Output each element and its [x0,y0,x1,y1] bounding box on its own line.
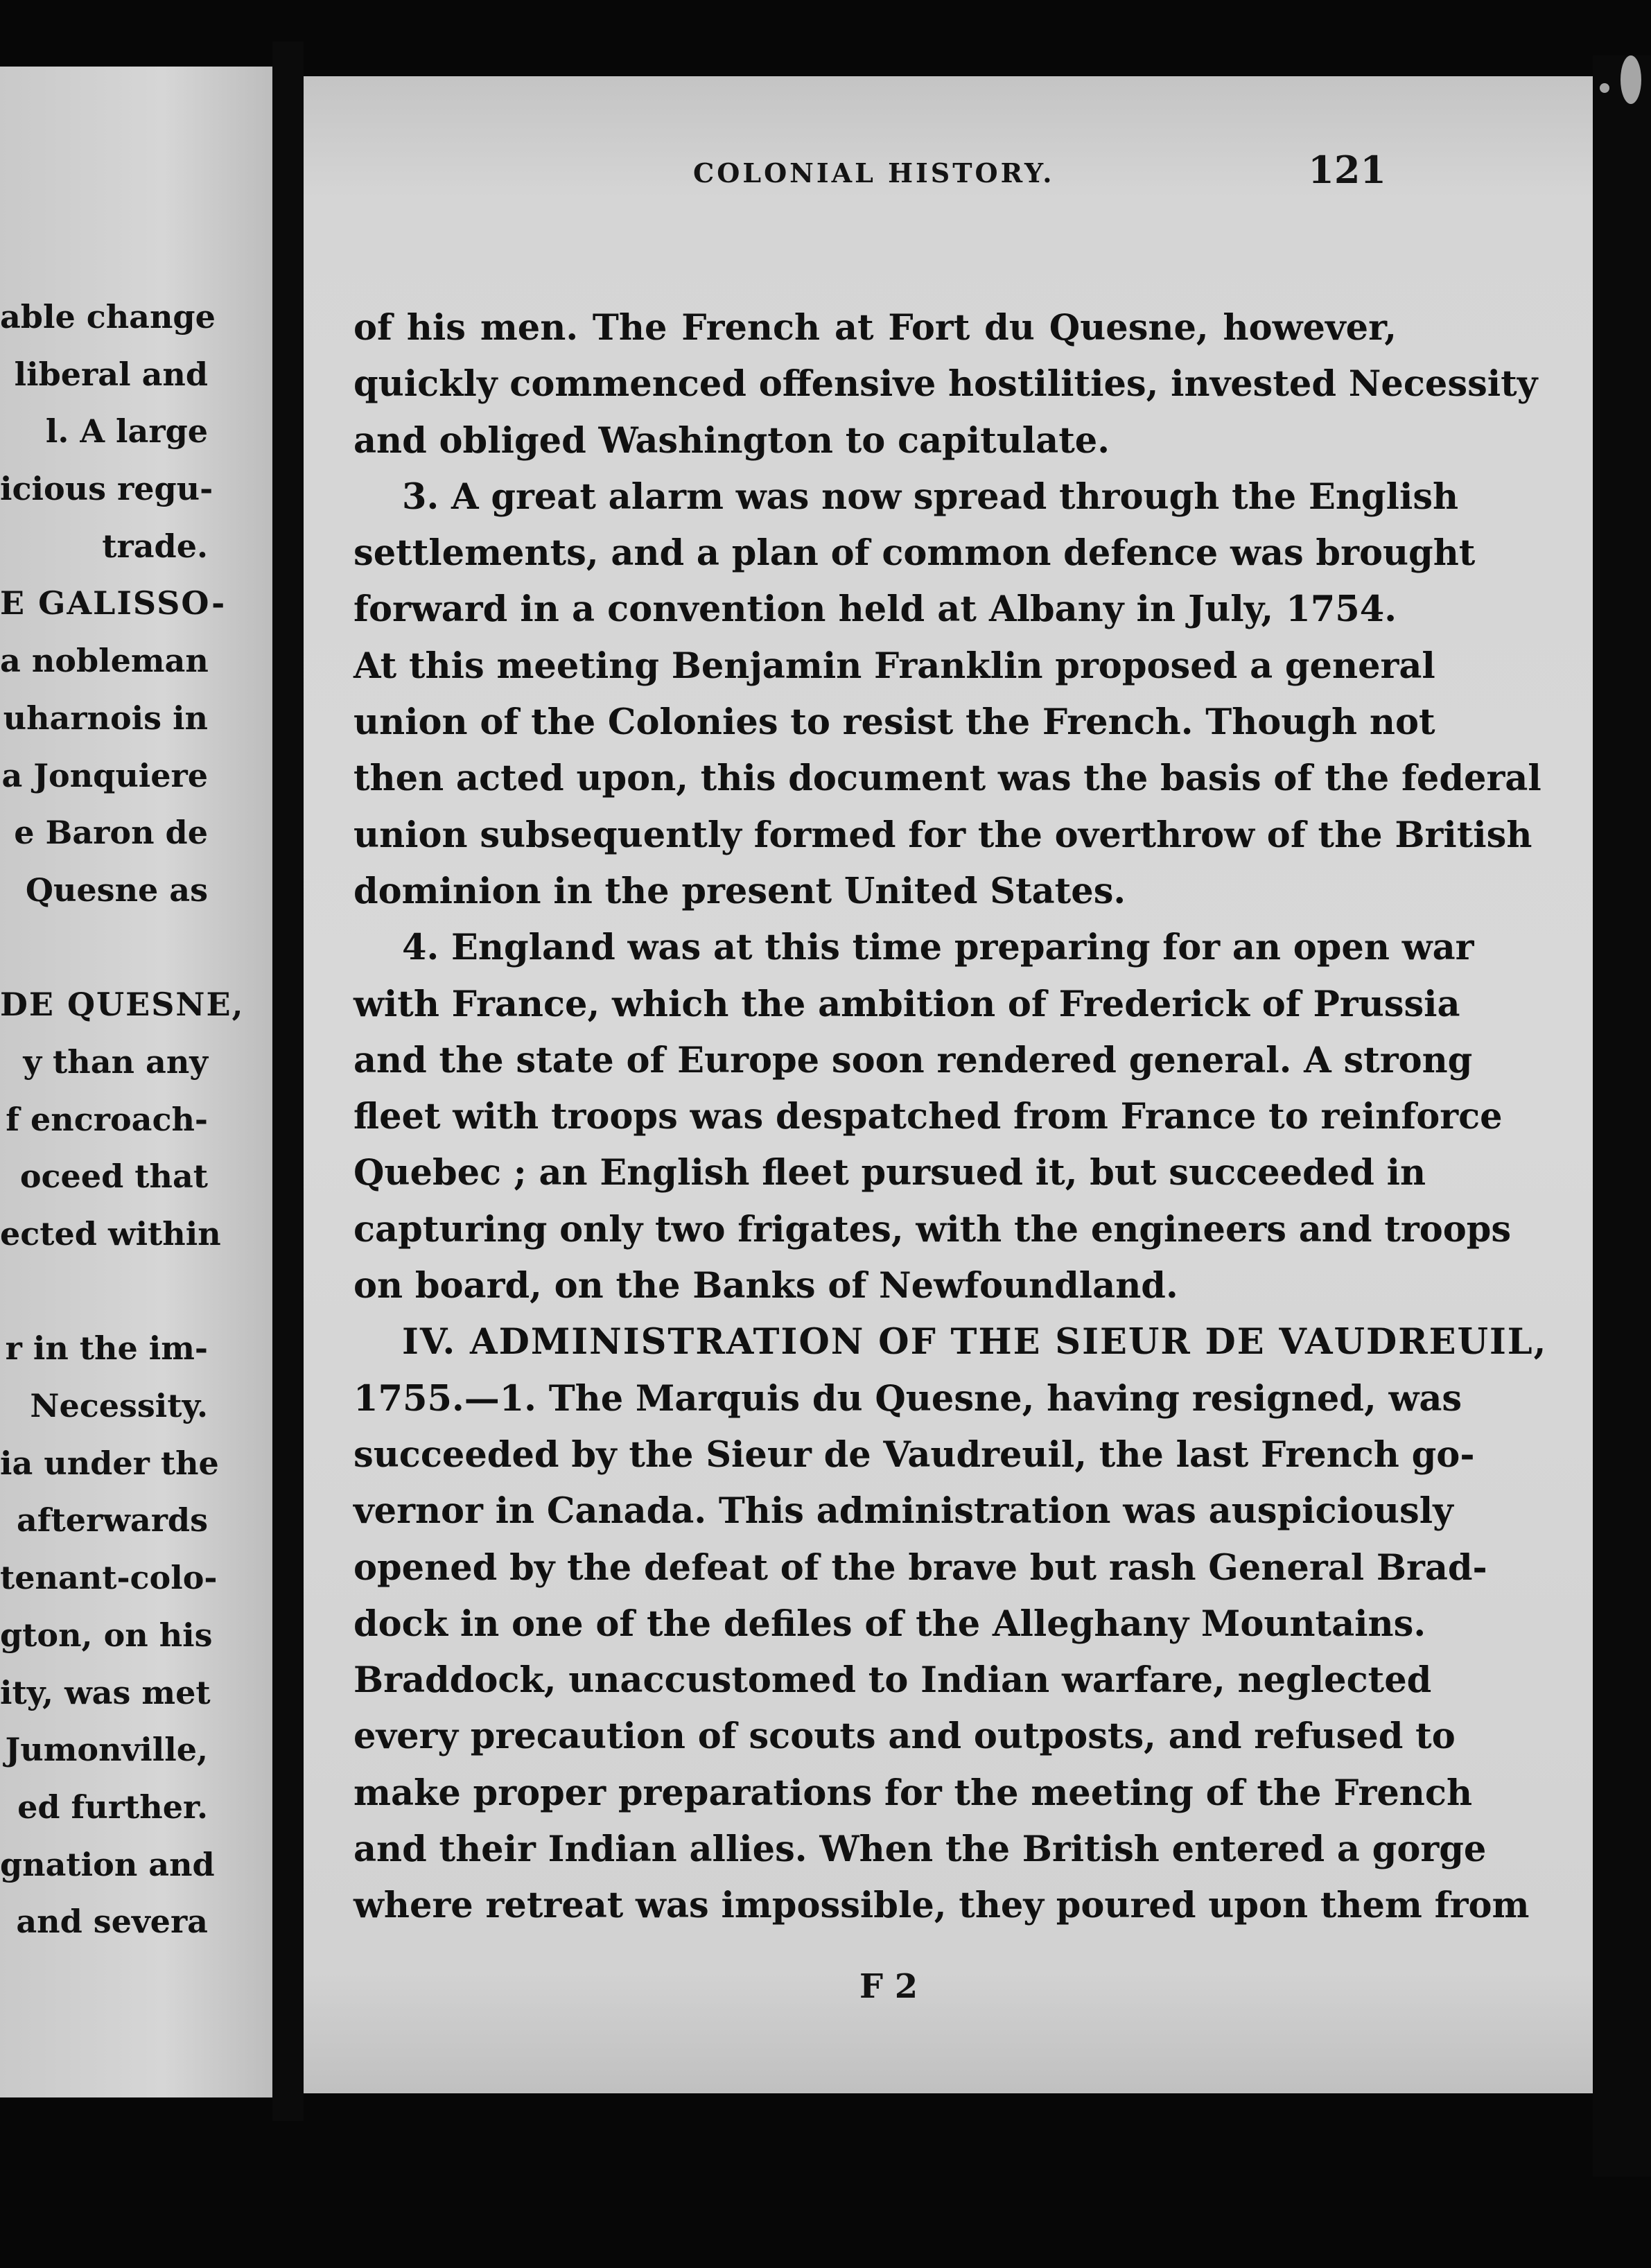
left-line: Necessity. [30,1387,208,1425]
section-heading-line: IV. ADMINISTRATION OF THE SIEUR DE VAUDREUIL, [402,1321,1548,1363]
text-line: on board, on the Banks of Newfoundland. [353,1265,1178,1307]
text-line: union of the Colonies to resist the French. Though not [353,701,1435,744]
left-page [0,67,275,2097]
page-body [353,300,1548,1935]
text-line: then acted upon, this document was the basis of the federal [353,758,1541,800]
left-line: trade. [102,527,208,565]
text-line: Quebec ; an English fleet pursued it, but succeeded in [353,1152,1426,1194]
text-line: every precaution of scouts and outposts, and refused to [353,1716,1456,1758]
left-line [0,919,208,977]
left-line: liberal and [14,355,208,393]
text-line: Braddock, unaccustomed to Indian warfare, neglected [353,1659,1432,1702]
text-line: make proper preparations for the meeting of the French [353,1772,1473,1814]
dust-speck [1621,55,1641,104]
text-line: and obliged Washington to capitulate. [353,419,1110,462]
left-line: afterwards [16,1501,208,1539]
left-line: tenant-colo- [0,1559,218,1597]
text-line: settlements, and a plan of common defence was brought [353,532,1476,575]
left-line: ected within [0,1215,221,1253]
text-line: 4. England was at this time preparing for an open war [402,927,1474,969]
left-line: ity, was met [0,1673,211,1711]
left-line: Quesne as [25,871,208,909]
text-line: and the state of Europe soon rendered general. A strong [353,1039,1473,1081]
left-line: and severa [16,1903,208,1941]
left-line: icious regu- [0,470,213,508]
left-line: Jumonville, [5,1731,208,1769]
text-line: capturing only two frigates, with the engineers and troops [353,1208,1512,1250]
left-line: gnation and [0,1845,215,1883]
left-line: DE QUESNE, [0,986,245,1024]
left-line: f encroach- [6,1100,208,1138]
text-line: quickly commenced offensive hostilities, invested Necessity [353,363,1538,405]
left-line: y than any [23,1043,208,1081]
left-line: ia under the [0,1444,219,1482]
left-line: l. A large [45,412,208,451]
text-line: succeeded by the Sieur de Vaudreuil, the last French go- [353,1433,1475,1476]
signature-mark: F 2 [859,1967,918,2006]
text-line: with France, which the ambition of Frederick of Prussia [353,983,1460,1025]
left-line: E GALISSO- [0,584,227,622]
text-line: vernor in Canada. This administration was auspiciously [353,1490,1453,1533]
text-line: forward in a convention held at Albany in July, 1754. [353,588,1397,631]
text-line: At this meeting Benjamin Franklin proposed a general [353,645,1435,687]
left-line [0,1263,208,1320]
left-line: r in the im- [5,1329,208,1368]
left-line: e Baron de [14,814,208,852]
left-line: ed further. [17,1788,208,1826]
text-line: dock in one of the defiles of the Alleghany Mountains. [353,1603,1426,1645]
text-line: of his men. The French at Fort du Quesne, however, [353,307,1397,349]
text-line: 1755.—1. The Marquis du Quesne, having resigned, was [353,1377,1462,1420]
left-line: uharnois in [3,699,208,737]
text-line: dominion in the present United States. [353,870,1126,912]
text-line: 3. A great alarm was now spread through the English [402,476,1459,518]
running-header [388,149,1386,198]
left-line: able change [0,298,216,335]
running-title: COLONIAL HISTORY. [693,157,1055,189]
scan-edge [1593,55,1651,2177]
left-page-text [0,288,245,1951]
text-line: opened by the defeat of the brave but rash General Brad- [353,1546,1487,1589]
dust-speck [1600,83,1609,93]
left-line: a nobleman [0,642,209,680]
left-line: gton, on his [0,1616,213,1654]
page-number: 121 [1308,148,1386,192]
page-gutter [272,42,304,2121]
text-line: and their Indian allies. When the British entered a gorge [353,1829,1487,1871]
left-line: a Jonquiere [1,756,208,794]
text-line: fleet with troops was despatched from France to reinforce [353,1096,1503,1138]
text-line: union subsequently formed for the overthrow of the British [353,814,1532,856]
left-line: oceed that [19,1158,208,1196]
text-line: where retreat was impossible, they poured upon them from [353,1885,1530,1927]
